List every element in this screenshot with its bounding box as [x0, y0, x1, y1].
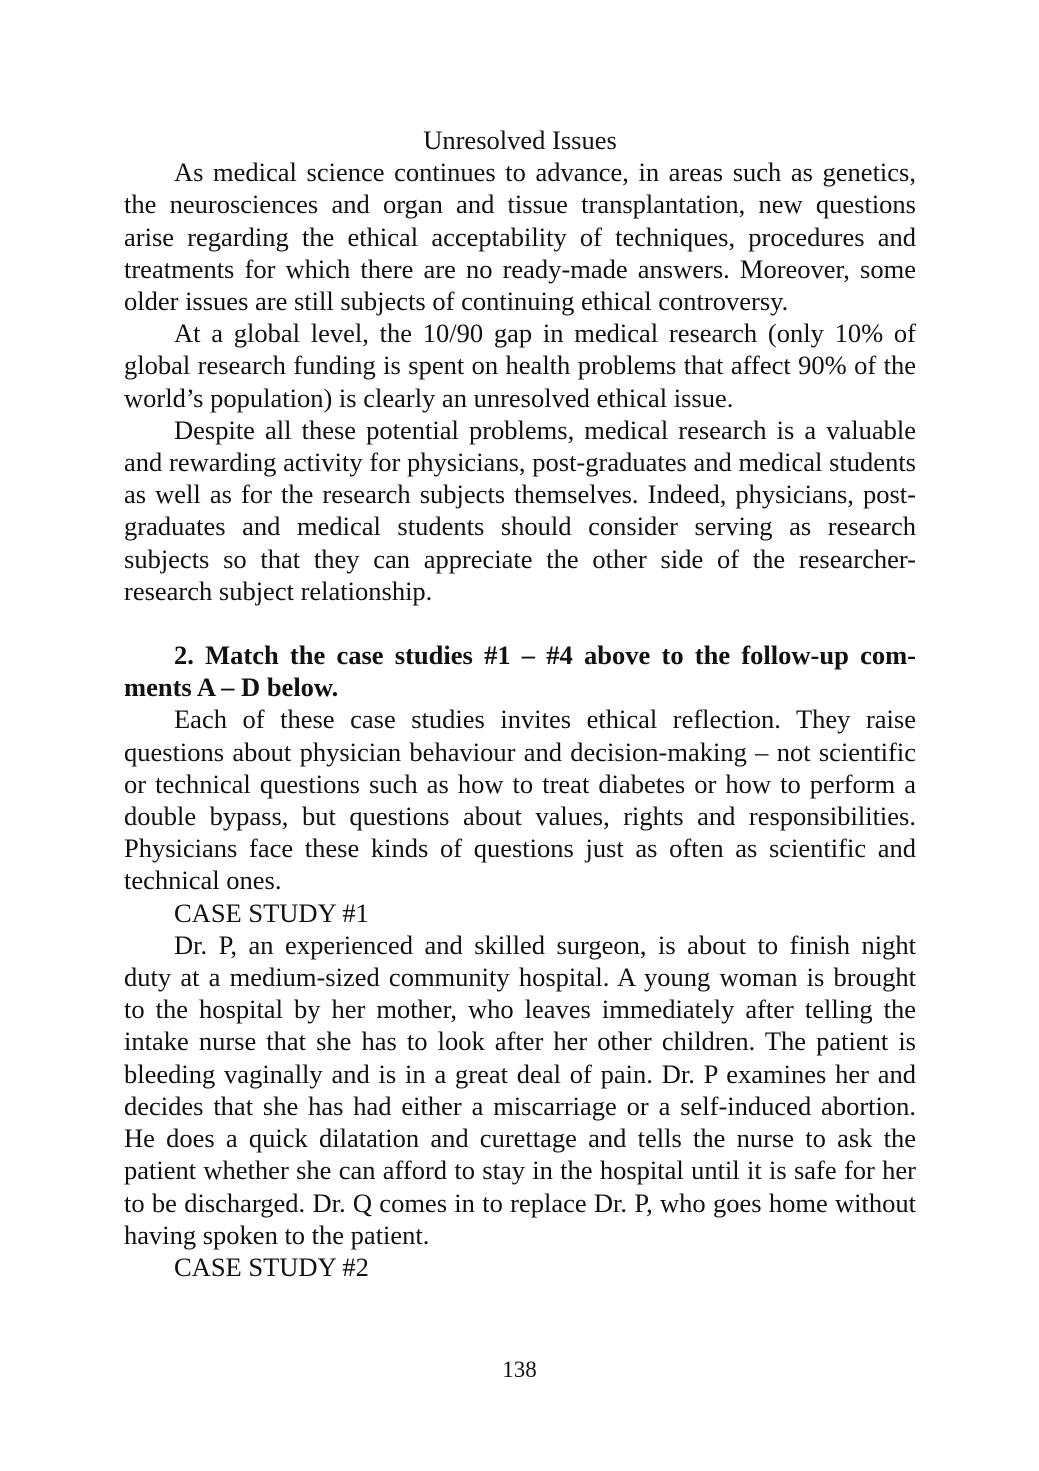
- case-study-2-label: CASE STUDY #2: [174, 1251, 369, 1282]
- paragraph-advances: As medical science continues to advance, in areas such as genetics, the neurosciences and organ and tissue transplantation, new questions arise regarding the ethical acceptability of techniques, procedures and treatments for which there are no ready-made answers. Moreover, some older issues are still subjects of continuing ethical controversy.: [124, 157, 916, 317]
- section-title: Unresolved Issues: [423, 125, 617, 155]
- paragraph-10-90-gap: At a global level, the 10/90 gap in medical research (only 10% of global research funding is spent on health problems that affect 90% of the world’s population) is clearly an unresolved ethical issue.: [124, 318, 916, 413]
- task-intro: Each of these case studies invites ethical reflection. They raise questions about physician behaviour and decision-making – not scientific or technical questions such as how to treat diabetes or how to perform a double bypass, but questions about values, rights and responsibilities. Physicians face these kinds of questions just as often as scientific and technical ones.: [124, 704, 916, 896]
- paragraph-research-value: Despite all these potential problems, medical research is a valuable and rewarding activity for physicians, post-graduates and medical students as well as for the research subjects themselves. Indeed, physicians, post-graduates and medical students should consider serving as research subjects so that they can appreciate the other side of the researcher-research subject relationship.: [124, 414, 916, 606]
- case-study-1-text: Dr. P, an experienced and skilled surgeon, is about to finish night duty at a medium-sized community hospital. A young woman is brought to the hospital by her mother, who leaves immediately after telling the intake nurse that she has to look after her other children. The patient is bleeding vaginally and is in a great deal of pain. Dr. P examines her and decides that she has had either a miscarriage or a self-induced abortion. He does a quick dilatation and curettage and tells the nurse to ask the patient whether she can afford to stay in the hospital until it is safe for her to be discharged. Dr. Q comes in to replace Dr. P, who goes home without having spoken to the patient.: [124, 929, 916, 1250]
- page-number: 138: [502, 1357, 537, 1382]
- case-study-1-label: CASE STUDY #1: [174, 897, 369, 928]
- page-body: [124, 124, 916, 1283]
- task-heading: 2. Match the case studies #1 – #4 above to the follow-up comments A – D below.: [124, 640, 916, 703]
